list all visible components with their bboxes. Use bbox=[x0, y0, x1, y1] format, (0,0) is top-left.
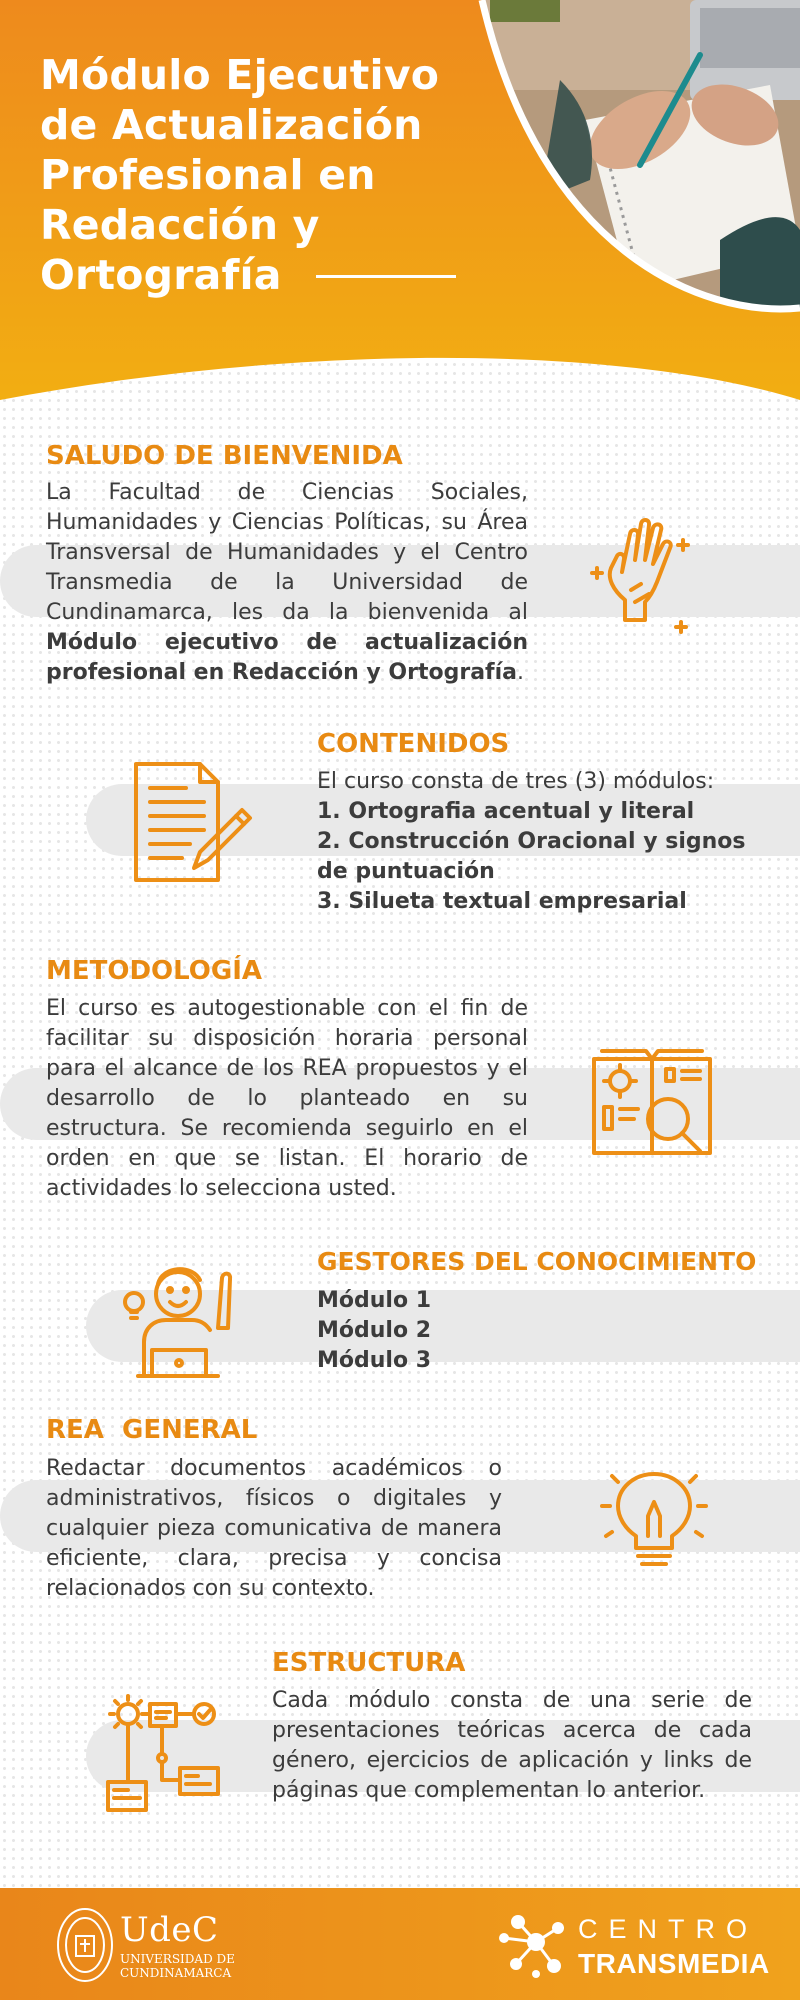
metodologia-title: METODOLOGÍA bbox=[46, 956, 263, 986]
page-title: Módulo Ejecutivo de Actualización Profesional en Redacción y Ortografía bbox=[40, 51, 440, 299]
workflow-icon bbox=[100, 1692, 230, 1822]
contenidos-item: 3. Silueta textual empresarial bbox=[317, 889, 687, 914]
network-icon bbox=[496, 1908, 570, 1982]
person-idea-icon bbox=[122, 1258, 252, 1380]
contenidos-item: 1. Ortografia acentual y literal bbox=[317, 799, 695, 824]
title-underline bbox=[316, 275, 456, 278]
udec-logo: UdeC bbox=[120, 1910, 219, 1950]
centro-label: CENTRO bbox=[578, 1914, 758, 1944]
metodologia-text: El curso es autogestionable con el fin de facilitar su disposición horaria personal para el alcance de los REA propuestos y el desarrollo de lo planteado en su estructura. Se recomienda seguirlo en el orden en que se listan. El horario de actividades lo selecciona usted. bbox=[46, 996, 528, 1201]
lightbulb-icon bbox=[598, 1462, 710, 1574]
estructura-title: ESTRUCTURA bbox=[272, 1648, 466, 1678]
saludo-body: La Facultad de Ciencias Sociales, Humanidades y Ciencias Políticas, su Área Transversal de Humanidades y el Centro Transmedia de la Universidad de Cundinamarca, les da la bienvenida al bbox=[46, 480, 528, 625]
rea-title: REA GENERAL bbox=[46, 1415, 258, 1445]
hand-icon bbox=[585, 510, 715, 640]
contenidos-item: 2. Construcción Oracional y signos de puntuación bbox=[317, 829, 746, 884]
saludo-text: La Facultad de Ciencias Sociales, Humanidades y Ciencias Políticas, su Área Transversal de Humanidades y el Centro Transmedia de la Universidad de Cundinamarca, les da la bienvenida al Módulo ejecutivo de actualización profesional en Redacción y Ortografía. bbox=[46, 480, 528, 685]
gestores-item: Módulo 3 bbox=[317, 1348, 432, 1373]
udec-seal-icon bbox=[56, 1906, 114, 1984]
book-magnifier-icon bbox=[590, 1045, 720, 1170]
gestores-item: Módulo 1 bbox=[317, 1288, 432, 1313]
gestores-item: Módulo 2 bbox=[317, 1318, 432, 1343]
contenidos-intro: El curso consta de tres (3) módulos: bbox=[317, 769, 715, 794]
saludo-title: SALUDO DE BIENVENIDA bbox=[46, 441, 403, 471]
estructura-text: Cada módulo consta de una serie de presentaciones teóricas acerca de cada género, ejercicios de aplicación y links de páginas que complementan lo anterior. bbox=[272, 1688, 752, 1803]
gestores-title: GESTORES DEL CONOCIMIENTO bbox=[317, 1247, 757, 1276]
footer bbox=[0, 1888, 800, 2000]
saludo-course-name: Módulo ejecutivo de actualización profesional en Redacción y Ortografía bbox=[46, 630, 528, 685]
transmedia-label: TRANSMEDIA bbox=[578, 1948, 770, 1979]
udec-name: UNIVERSIDAD DE CUNDINAMARCA bbox=[120, 1952, 235, 1980]
contenidos-title: CONTENIDOS bbox=[317, 729, 510, 759]
document-pencil-icon bbox=[130, 758, 260, 888]
rea-text: Redactar documentos académicos o administrativos, físicos o digitales y cualquier pieza comunicativa de manera eficiente, clara, precisa y concisa relacionados con su contexto. bbox=[46, 1456, 502, 1601]
